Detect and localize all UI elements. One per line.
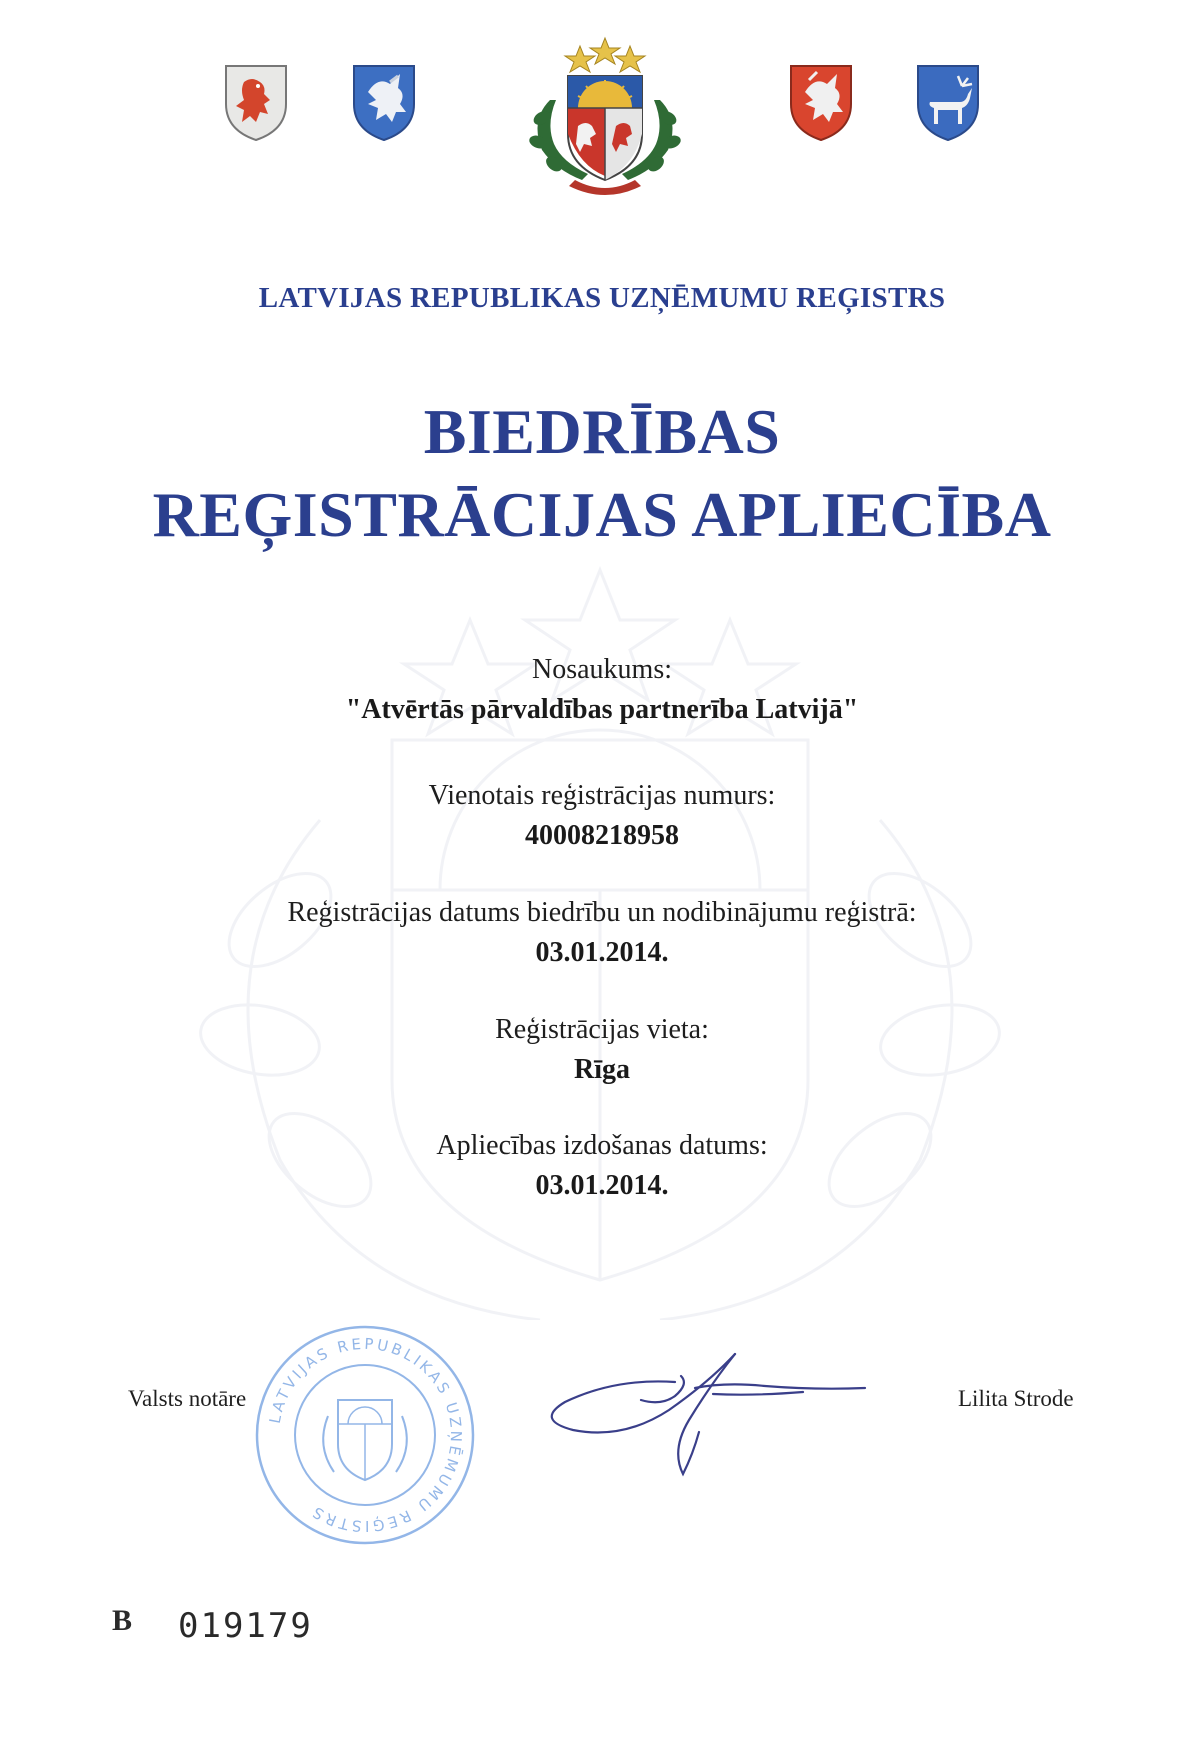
registration-date-label: Reģistrācijas datums biedrību un nodibinājumu reģistrā: (287, 897, 917, 928)
latgale-coat-of-arms-icon (787, 62, 855, 142)
organization-name-label: Nosaukums: (532, 654, 672, 685)
issue-date-label: Apliecības izdošanas datums: (436, 1130, 768, 1161)
registration-number-value: 40008218958 (525, 820, 679, 851)
handwritten-signature-icon (545, 1340, 885, 1495)
svg-text:LATVIJAS REPUBLIKAS UZŅĒMUMU R: LATVIJAS REPUBLIKAS UZŅĒMUMU REĢISTRS (265, 1334, 466, 1536)
issue-date-field (0, 1126, 1204, 1206)
issue-date-value: 03.01.2014. (535, 1170, 669, 1201)
zemgale-coat-of-arms-icon (914, 62, 982, 142)
registration-date-value: 03.01.2014. (535, 937, 669, 968)
registration-place-label: Reģistrācijas vieta: (495, 1014, 709, 1045)
organization-name-field (0, 650, 1204, 730)
registration-number-field (0, 776, 1204, 856)
certificate-serial-number: 019179 (178, 1606, 313, 1646)
signatory-role: Valsts notāre (128, 1386, 247, 1411)
signatory-name: Lilita Strode (958, 1386, 1074, 1411)
latvia-national-coat-of-arms-icon (520, 30, 690, 198)
registration-place-value: Rīga (574, 1054, 630, 1085)
registration-date-field (0, 893, 1204, 973)
official-seal-stamp-icon (250, 1320, 480, 1555)
organization-name-value: "Atvērtās pārvaldības partnerība Latvijā" (345, 694, 859, 725)
registry-name: LATVIJAS REPUBLIKAS UZŅĒMUMU REĢISTRS (258, 282, 946, 314)
certificate-title-line-1: BIEDRĪBAS (423, 396, 781, 467)
vidzeme-coat-of-arms-icon (350, 62, 418, 142)
certificate-series: B (112, 1604, 133, 1637)
certificate-title-line-2: REĢISTRĀCIJAS APLIECĪBA (152, 479, 1052, 550)
kurzeme-coat-of-arms-icon (222, 62, 290, 142)
registration-number-label: Vienotais reģistrācijas numurs: (428, 780, 776, 811)
registration-place-field (0, 1010, 1204, 1090)
